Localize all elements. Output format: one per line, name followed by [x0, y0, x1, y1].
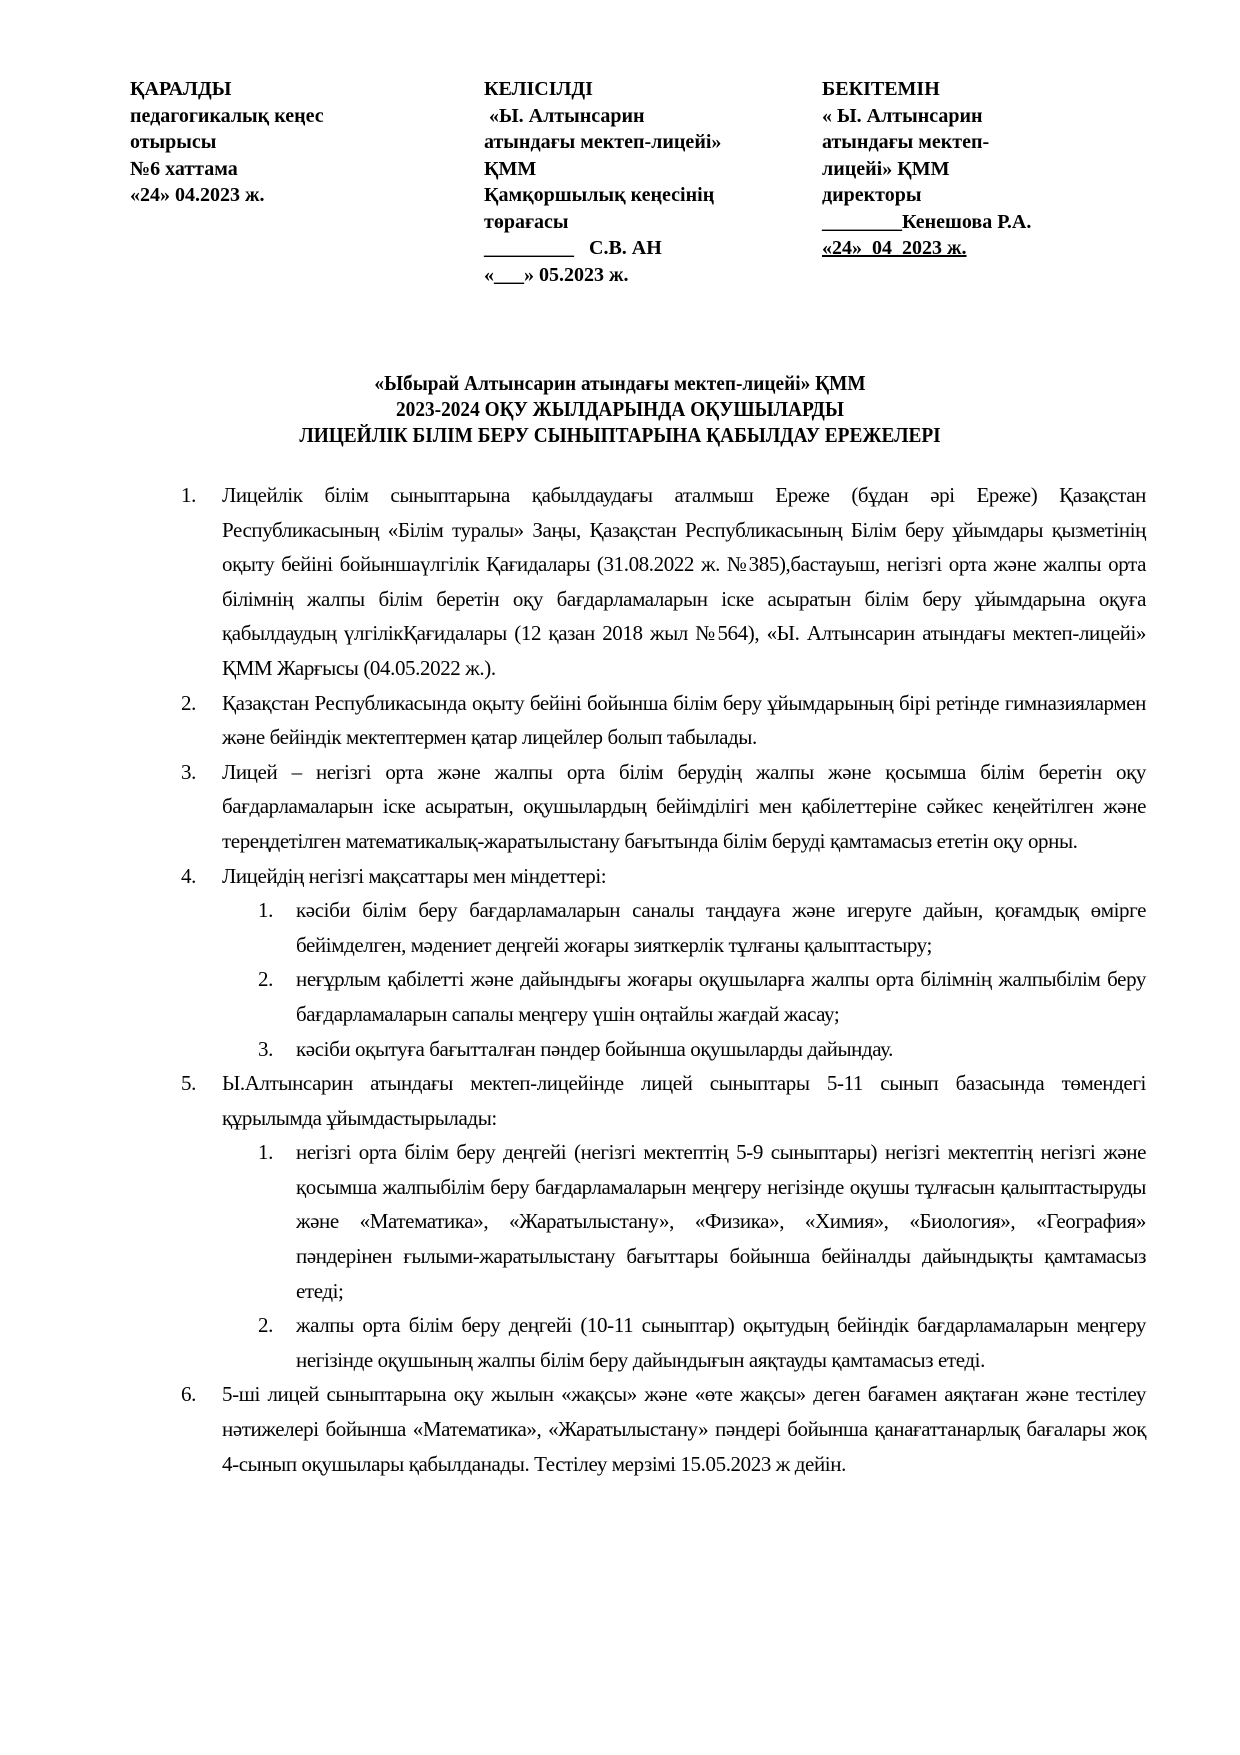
- agreed-line: Қамқоршылық кеңесінің: [484, 184, 715, 206]
- item-text: Лицей – негізгі орта және жалпы орта білім берудің жалпы және қосымша білім беретін оқу бағдарламаларын іске асыратын, оқушылардың бейімділігі мен қабілеттеріне сәйкес кеңейтілген және тереңдетілген математикалық-жаратылыстану бағытында білім беруді қамтамасыз ететін оқу орны.: [222, 759, 1146, 853]
- item-text: Қазақстан Республикасында оқыту бейіні бойынша білім беру ұйымдарының бірі ретінде гимназиялармен және бейіндік мектептермен қатар лицейлер болып табылады.: [222, 690, 1146, 750]
- approved-line: директоры: [822, 184, 922, 206]
- item-text: Лицейлік білім сыныптарына қабылдаудағы аталмыш Ереже (бұдан әрі Ереже) Қазақстан Республикасының «Білім туралы» Заңы, Қазақстан Республикасының Білім беру ұйымдары қызметінің оқыту бейіні бойыншаүлгілік Қағидалары (31.08.2022 ж. №385),бастауыш, негізгі орта және жалпы орта білімнің жалпы білім беретін оқу бағдарламаларын іске асыратын білім беру ұйымдарына оқуға қабылдаудың үлгілікҚағидалары (12 қазан 2018 жыл №564), «Ы. Алтынсарин атындағы мектеп-лицейі» ҚММ Жарғысы (04.05.2022 ж.).: [222, 483, 1146, 680]
- sub-item-number: 3.: [258, 1036, 273, 1061]
- approved-heading: БЕКІТЕМІН: [822, 78, 940, 100]
- item-text: 5-ші лицей сыныптарына оқу жылын «жақсы» және «өте жақсы» деген бағамен аяқтаған және тестілеу нәтижелері бойынша «Математика», «Жаратылыстану» пәндері бойынша қанағаттанарлық бағалары жоқ 4-сынып оқушылары қабылданады. Тестілеу мерзімі 15.05.2023 ж дейін.: [222, 1382, 1146, 1476]
- item-number: 4.: [181, 863, 196, 888]
- title-line-2: 2023-2024 ОҚУ ЖЫЛДАРЫНДА ОҚУШЫЛАРДЫ: [396, 397, 844, 421]
- agreed-block: [484, 76, 814, 288]
- list-item: [0, 1377, 1240, 1481]
- approved-line: « Ы. Алтынсарин: [822, 104, 983, 127]
- approved-block: [822, 76, 1142, 262]
- sub-list-item: [0, 893, 1240, 962]
- document-title: [0, 370, 1240, 448]
- agreed-signature: _________ С.В. АН: [484, 237, 662, 259]
- approved-line: атындағы мектеп-: [822, 131, 990, 153]
- reviewed-line: №6 хаттама: [130, 157, 238, 180]
- sub-item-text: негізгі орта білім беру деңгейі (негізгі мектептің 5-9 сыныптары) негізгі мектептің негізгі және қосымша жалпыбілім беру бағдарламаларын меңгеру негізінде оқушы тұлғасын қалыптастыруды және «Математика», «Жаратылыстану», «Физика», «Химия», «Биология», «География» пәндерінен ғылыми-жаратылыстану бағыттары бойынша бейіналды дайындықты қамтамасыз етеді;: [296, 1140, 1146, 1303]
- sub-item-text: неғұрлым қабілетті және дайындығы жоғары оқушыларға жалпы орта білімнің жалпыбілім беру бағдарламаларын сапалы меңгеру үшін оңтайлы жағдай жасау;: [296, 967, 1146, 1026]
- sub-item-number: 2.: [258, 1313, 273, 1338]
- list-item: [0, 755, 1240, 859]
- item-text: Ы.Алтынсарин атындағы мектеп-лицейінде лицей сыныптары 5-11 сынып базасында төмендегі құрылымда ұйымдастырылады:: [222, 1071, 1146, 1130]
- sub-item-text: жалпы орта білім беру деңгейі (10-11 сыныптар) оқытудың бейіндік бағдарламаларын меңгеру негізінде оқушының жалпы білім беру дайындығын аяқтауды қамтамасыз етеді.: [296, 1313, 1146, 1372]
- list-item: [0, 686, 1240, 755]
- sub-item-number: 2.: [258, 967, 273, 992]
- item-number: 6.: [181, 1382, 196, 1407]
- agreed-line: ҚММ: [484, 157, 537, 180]
- title-line-1: «Ыбырай Алтынсарин атындағы мектеп-лицейі» ҚММ: [374, 371, 866, 395]
- approved-line: лицейі» ҚММ: [822, 157, 950, 180]
- sub-item-number: 1.: [258, 898, 273, 923]
- list-item: [0, 1066, 1240, 1135]
- sub-item-text: кәсіби оқытуға бағытталған пәндер бойынша оқушыларды дайындау.: [296, 1036, 893, 1061]
- reviewed-block: [130, 76, 450, 209]
- title-line-3: ЛИЦЕЙЛІК БІЛІМ БЕРУ СЫНЫПТАРЫНА ҚАБЫЛДАУ ЕРЕЖЕЛЕРІ: [299, 423, 941, 447]
- agreed-line: «Ы. Алтынсарин: [484, 104, 645, 127]
- item-number: 5.: [181, 1071, 196, 1096]
- sub-list-item: [0, 962, 1240, 1031]
- agreed-date: «___» 05.2023 ж.: [484, 263, 629, 286]
- list-item: [0, 478, 1240, 686]
- sub-item-text: кәсіби білім беру бағдарламаларын саналы таңдауға және игеруге дайын, қоғамдық өмірге бейімделген, мәдениет деңгейі жоғары зияткерлік тұлғаны қалыптастыру;: [296, 898, 1146, 957]
- approved-signature: ________Кенешова Р.А.: [822, 210, 1032, 233]
- sub-item-number: 1.: [258, 1140, 273, 1165]
- reviewed-date: «24» 04.2023 ж.: [130, 184, 265, 206]
- sub-list-item: [0, 1135, 1240, 1308]
- sub-list-item: [0, 1308, 1240, 1377]
- item-text: Лицейдің негізгі мақсаттары мен міндеттері:: [222, 863, 607, 888]
- item-number: 3.: [181, 759, 196, 784]
- approved-date: «24» 04 2023 ж.: [822, 237, 967, 259]
- agreed-line: атындағы мектеп-лицейі»: [484, 131, 722, 153]
- rules-list: [0, 478, 1240, 1481]
- item-number: 2.: [181, 690, 196, 715]
- item-number: 1.: [181, 483, 196, 507]
- list-item: [0, 859, 1240, 894]
- agreed-line: төрағасы: [484, 210, 569, 233]
- reviewed-line: отырысы: [130, 131, 217, 153]
- agreed-heading: КЕЛІСІЛДІ: [484, 78, 593, 100]
- reviewed-heading: ҚАРАЛДЫ: [130, 78, 232, 100]
- reviewed-line: педагогикалық кеңес: [130, 104, 324, 127]
- sub-list-item: [0, 1032, 1240, 1067]
